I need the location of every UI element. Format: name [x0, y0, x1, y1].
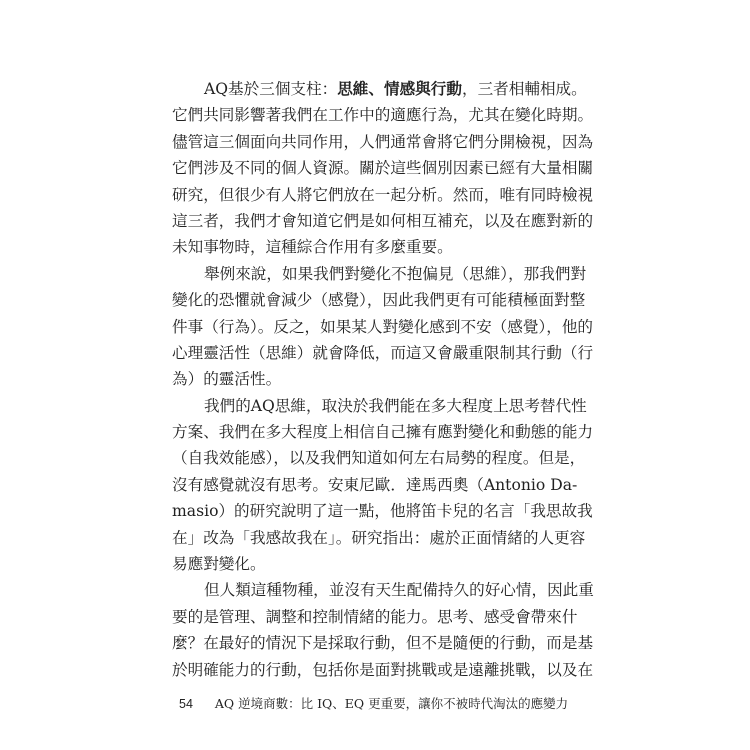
- text-segment: AQ基於三個支柱：: [204, 80, 338, 98]
- page-footer: [179, 694, 568, 712]
- body-text: [172, 76, 594, 683]
- text-line: 在」改為「我感故我在」。研究指出：處於正面情緒的人更容: [172, 528, 586, 547]
- text-line: [172, 76, 587, 102]
- text-line: 它們涉及不同的個人資源。關於這些個別因素已經有大量相關: [172, 159, 594, 178]
- page-number: 54: [179, 697, 193, 711]
- text-line: 為）的靈活性。: [172, 370, 282, 389]
- text-line: 但人類這種物種，並沒有天生配備持久的好心情，因此重: [204, 581, 594, 600]
- text-line: 這三者，我們才會知道它們是如何相互補充，以及在應對新的: [172, 211, 594, 230]
- text-line: 心理靈活性（思維）就會降低，而這又會嚴重限制其行動（行: [172, 343, 594, 362]
- text-line: 於明確能力的行動，包括你是面對挑戰或是遠離挑戰，以及在: [172, 660, 594, 679]
- text-line: 儘管這三個面向共同作用，人們通常會將它們分開檢視，因為: [172, 132, 594, 151]
- text-line: 要的是管理、調整和控制情緒的能力。思考、感受會帶來什: [172, 607, 578, 626]
- text-line: 它們共同影響著我們在工作中的適應行為，尤其在變化時期。: [172, 106, 594, 125]
- text-line: 方案、我們在多大程度上相信自己擁有應對變化和動態的能力: [172, 423, 594, 442]
- text-line: 舉例來說，如果我們對變化不抱偏見（思維），那我們對: [204, 264, 587, 283]
- text-line: masio）的研究說明了這一點，他將笛卡兒的名言「我思故我: [172, 502, 593, 521]
- text-line: 麼？在最好的情況下是採取行動，但不是隨便的行動，而是基: [172, 634, 594, 653]
- text-line: 沒有感覺就沒有思考。安東尼歐．達馬西奧（Antonio Da-: [172, 475, 578, 494]
- text-line: 易應對變化。: [172, 555, 266, 574]
- emphasis-text: 思維、情感與行動: [337, 79, 462, 98]
- text-line: 我們的AQ思維，取決於我們能在多大程度上思考替代性: [204, 396, 587, 415]
- text-line: 研究，但很少有人將它們放在一起分析。然而，唯有同時檢視: [172, 185, 594, 204]
- text-line: 未知事物時，這種綜合作用有多麼重要。: [172, 238, 453, 257]
- text-line: 變化的恐懼就會減少（感覺），因此我們更有可能積極面對整: [172, 291, 586, 310]
- text-line: 件事（行為）。反之，如果某人對變化感到不安（感覺），他的: [172, 317, 594, 336]
- text-segment: ，三者相輔相成。: [461, 80, 587, 98]
- running-title: AQ 逆境商數：比 IQ、EQ 更重要，讓你不被時代淘汰的應變力: [214, 696, 569, 711]
- text-line: （自我效能感），以及我們知道如何左右局勢的程度。但是，: [172, 449, 586, 468]
